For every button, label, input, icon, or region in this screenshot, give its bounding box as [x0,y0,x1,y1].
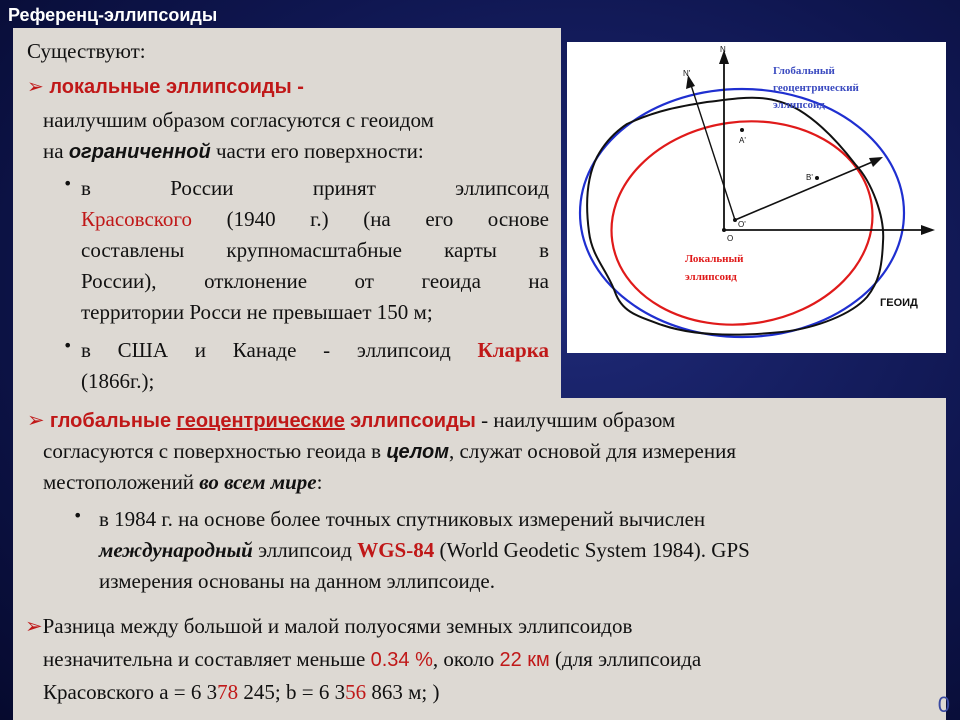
global-ellipsoids-panel [13,398,946,603]
local-ellipsoids-panel [13,28,561,398]
diff-line3 [43,677,439,708]
wgs-line3: измерения основаны на данном эллипсоиде. [99,569,496,593]
label-global-1: Глобальный [773,65,835,77]
percent-value: 0.34 % [370,649,433,671]
intro-text: Существуют: [27,39,146,63]
corner-mark: 0 [937,692,950,717]
semi-axis-a-red: 78 [217,680,239,704]
diff-line2-mid: , около [432,647,495,671]
wgs-line1: в 1984 г. на основе более точных спутниковых измерений вычислен [99,507,706,531]
label-local-2: эллипсоид [685,271,737,283]
label-o-prime: O' [738,220,746,229]
semi-axis-a-pre: Красовского а = 6 3 [43,680,218,704]
local-heading [27,71,304,103]
bullet-dot-icon: • [73,506,83,525]
label-b: B' [806,173,813,182]
label-global-3: эллипсоид [773,99,825,111]
bullet-dot-icon: • [63,336,73,355]
global-line3 [43,467,322,498]
label-n-prime: N' [683,69,691,78]
geocentric-word: геоцентрические [176,410,345,432]
bullet1-line5: территории Росси не превышает 150 м; [81,300,433,324]
arrow-bullet-icon: ➢ [27,74,44,98]
global-line1-post: - наилучшим образом [481,408,676,432]
wgs84-name: WGS-84 [357,538,435,562]
global-line2 [43,436,736,468]
global-line3-pre: местоположений [43,470,195,494]
slide-title: Референц-эллипсоиды [8,5,218,25]
diff-line1-text: Разница между большой и малой полуосями земных эллипсоидов [42,614,633,638]
label-geoid: ГЕОИД [880,297,918,309]
diff-line1 [25,611,632,642]
label-local-1: Локальный [685,253,744,265]
diff-line2-pre: незначительна и составляет меньше [43,647,366,671]
desc-em: ограниченной [68,141,211,163]
label-a: A' [739,136,746,145]
local-desc-line2 [43,136,424,168]
bullet1-line1: в России принят эллипсоид [81,176,549,200]
geoid-curve [587,98,883,335]
ellipsoid-diagram [567,42,946,353]
international-word: международный [99,538,253,562]
difference-panel [13,603,946,720]
wgs-line2-post: (World Geodetic System 1984). GPS [439,538,750,562]
bullet-dot-icon: • [63,174,73,193]
bullet2-line2: (1866г.); [81,369,155,393]
bullet1-line4: России), отклонение от геоида на [81,269,549,293]
label-global-2: геоцентрический [773,82,859,94]
wgs-line2 [99,535,750,566]
global-line3-em: во всем мире [199,470,317,494]
bullet1-line2 [81,204,549,235]
krasovsky-name: Красовского [81,207,192,231]
semi-axis-b-red: 56 [345,680,367,704]
bullet1-line3: составлены крупномасштабные карты в [81,238,549,262]
global-line2-pre: согласуются с поверхностью геоида в [43,439,382,463]
label-n: N [720,45,726,54]
bullet1-line2-text: (1940 г.) (на его основе [226,207,550,231]
clarke-name: Кларка [477,338,549,362]
arrow-bullet-icon: ➢ [25,614,43,638]
km-value: 22 км [499,649,550,671]
global-line2-post: , служат основой для измерения [449,439,736,463]
diff-line2-post: (для эллипсоида [555,647,702,671]
global-word: глобальные [49,410,172,432]
global-line3-post: : [316,470,323,494]
ellipsoids-word: эллипсоиды [350,410,476,432]
global-line2-em: целом [386,441,450,463]
local-desc-line1: наилучшим образом согласуются с геоидом [43,108,434,132]
semi-axis-b-pre: 245; b = 6 3 [243,680,346,704]
global-heading-line [27,405,675,437]
desc-pre: на [43,139,64,163]
semi-axis-b-post: 863 м; ) [371,680,440,704]
diff-line2 [43,644,701,676]
local-heading-text: локальные эллипсоиды - [49,76,304,98]
desc-post: части его поверхности: [215,139,424,163]
bullet2-line1 [81,335,549,366]
ellipsoid-word: эллипсоид [258,538,352,562]
arrow-bullet-icon: ➢ [27,408,45,432]
label-o: O [727,234,734,243]
global-ellipsoid-curve [580,89,904,337]
bullet2-text: в США и Канаде - эллипсоид [81,338,451,362]
